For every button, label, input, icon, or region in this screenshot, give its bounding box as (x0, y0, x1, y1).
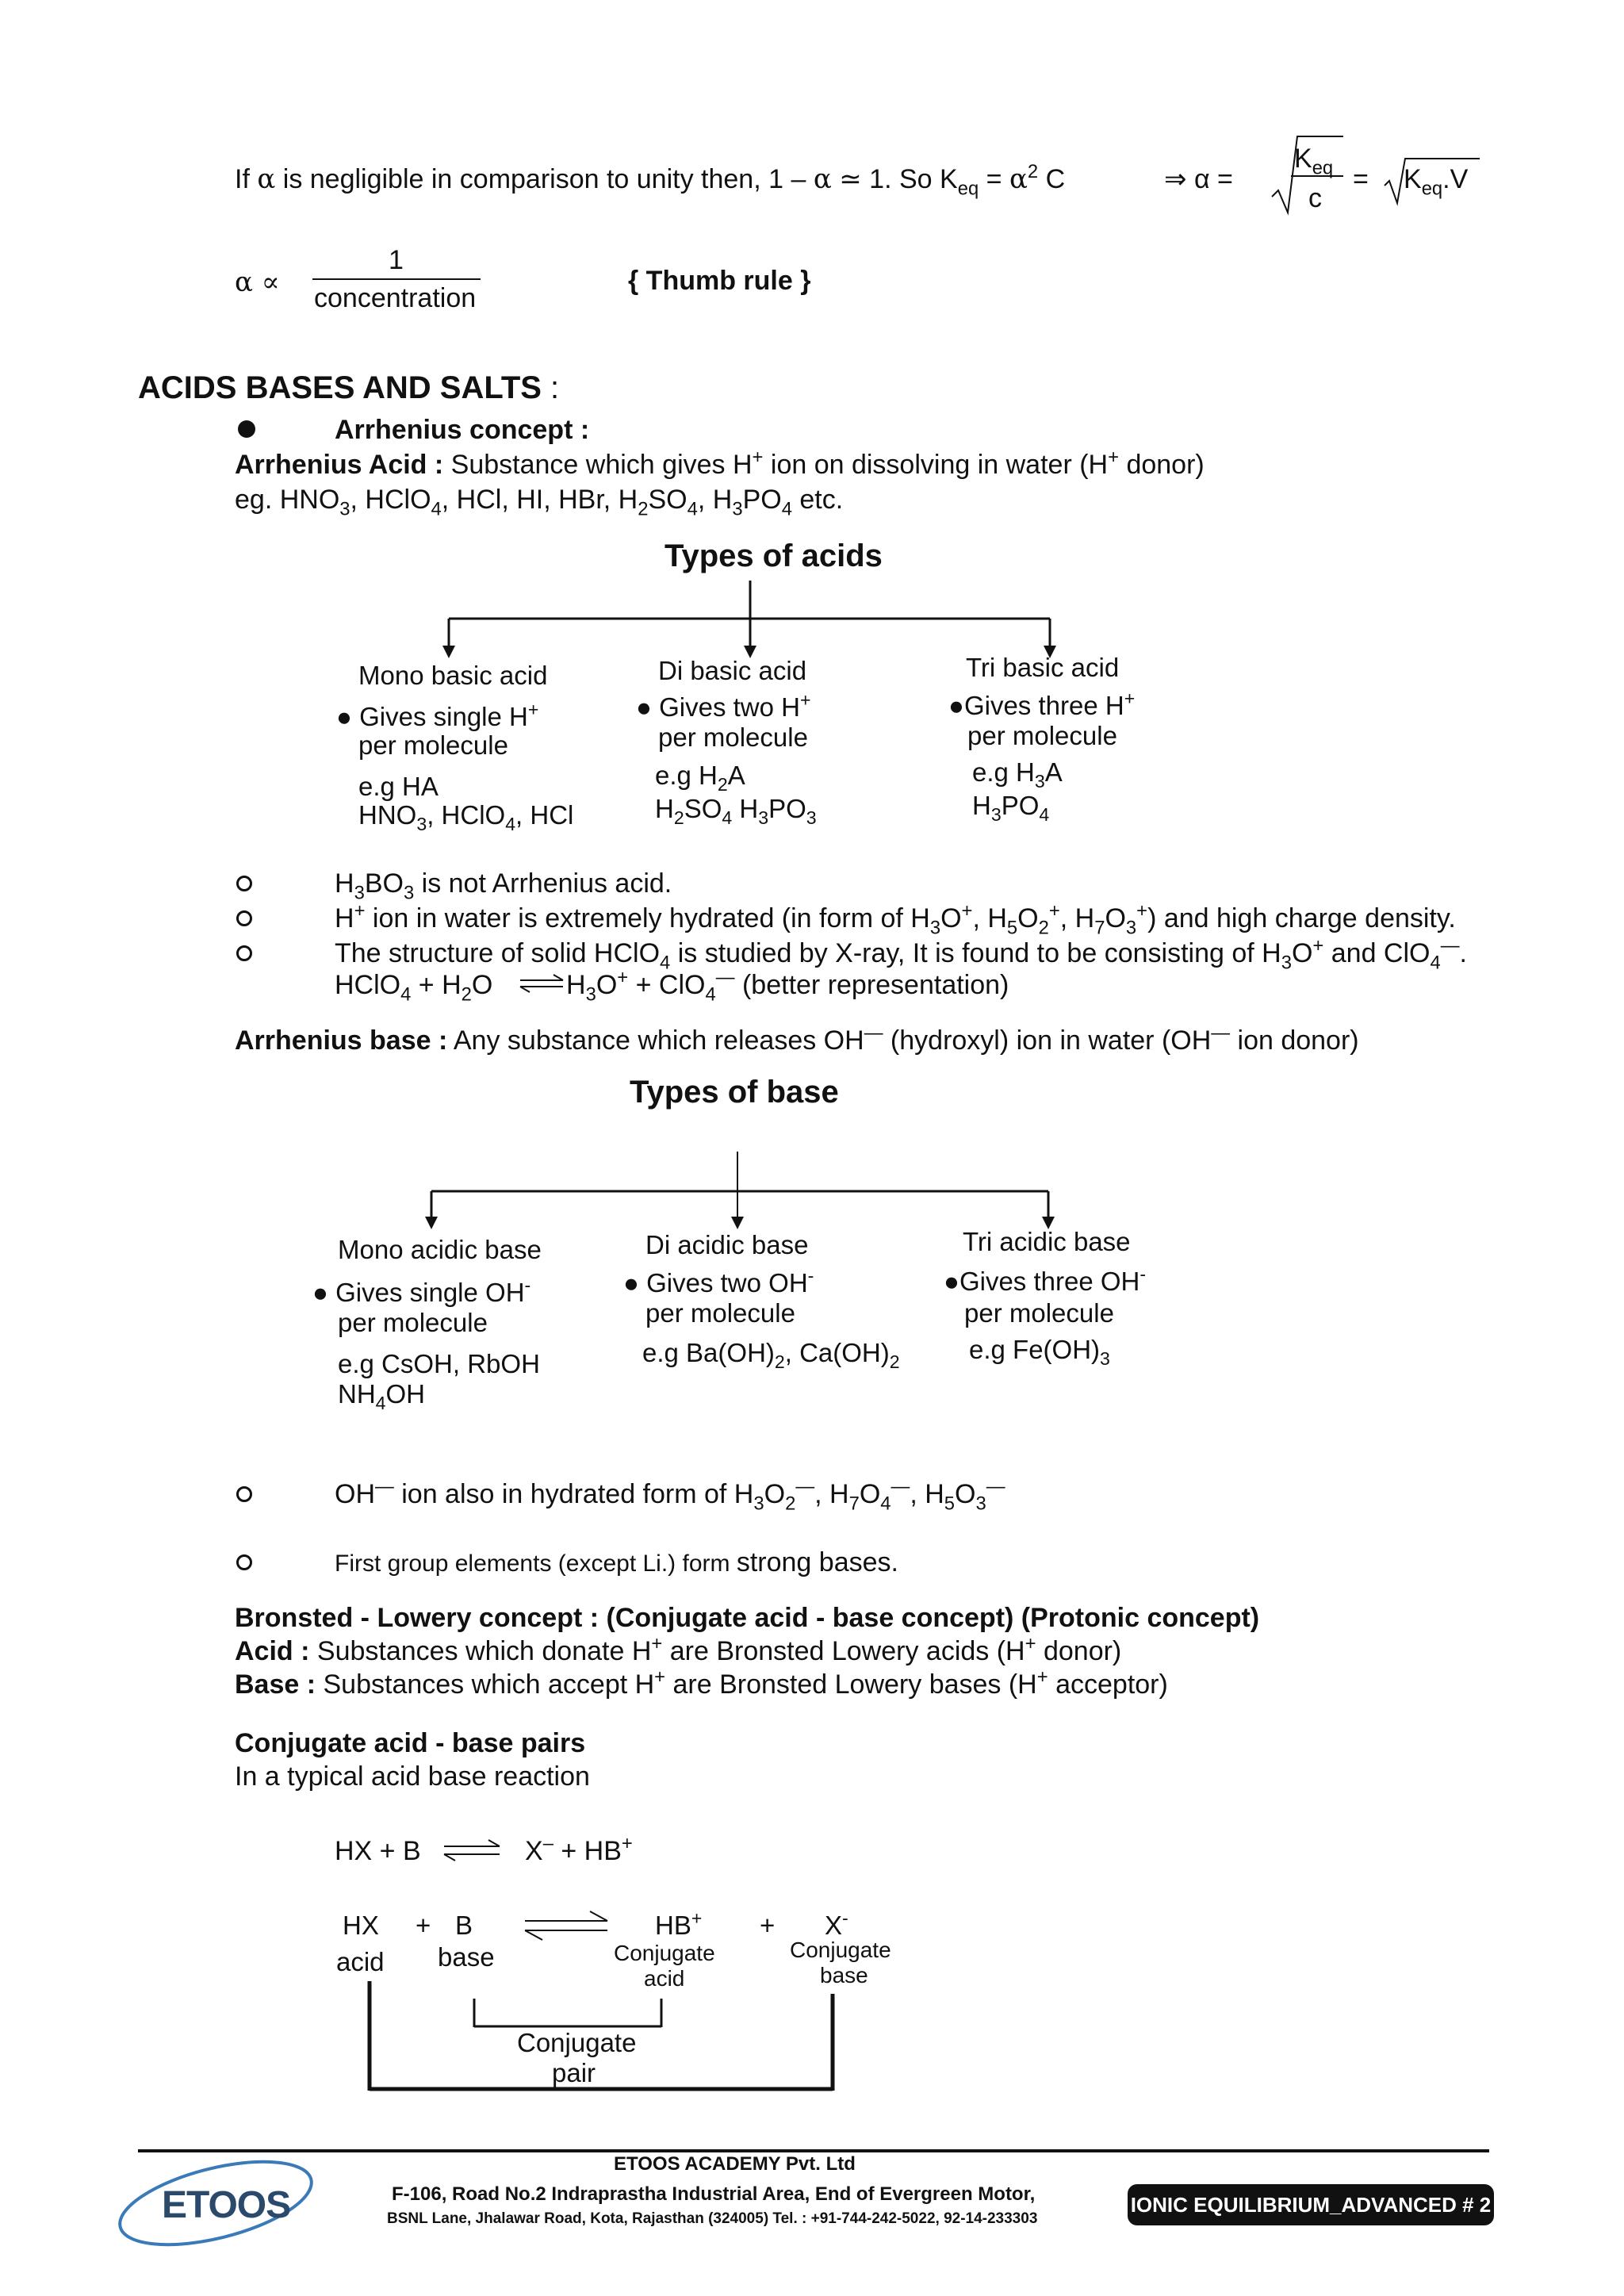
di-basic-acid-per: per molecule (658, 723, 808, 752)
chapter-badge: IONIC EQUILIBRIUM_ADVANCED # 2 (1128, 2184, 1494, 2225)
reaction-left: HX + B (335, 1836, 421, 1866)
pair-conj-acid-1: Conjugate (614, 1941, 715, 1965)
di-basic-acid-eg1: e.g $H_2A$ (655, 761, 745, 795)
conjugate-pair-label-2: pair (552, 2058, 596, 2087)
mono-basic-acid-gives: ● Gives single H+ (336, 699, 539, 731)
pair-conj-base-1: Conjugate (790, 1938, 891, 1962)
mono-acidic-base-title: Mono acidic base (338, 1235, 542, 1264)
pair-hx: HX (343, 1911, 379, 1940)
di-acidic-base-title: Di acidic base (645, 1230, 809, 1259)
mono-acidic-base-gives: ● Gives single OH- (312, 1274, 531, 1307)
hclo4-equation-right: $H_3O^+ + ClO_4^—$ (better representation) (566, 966, 1009, 1006)
note-hydrated-h: H+ ion in water is extremely hydrated (in form of $H_3O^+$, $H_5O_2^+$, $H_7O_3^+$) and high charge density. (335, 899, 1456, 939)
pair-conj-base-2: base (820, 1963, 868, 1987)
di-basic-acid-title: Di basic acid (658, 656, 807, 685)
pair-b: B (455, 1911, 473, 1940)
di-basic-acid-eg2: $H_2SO_4$ $H_3PO_3$ (655, 794, 817, 829)
pair-hb: HB+ (655, 1907, 703, 1940)
acids-diagram-title: Types of acids (665, 539, 883, 573)
etoos-logo: ETOOS (162, 2184, 291, 2226)
mono-basic-acid-eg1: e.g HA (358, 772, 439, 801)
di-acidic-base-gives: ● Gives two OH- (623, 1265, 814, 1297)
typical-reaction-text: In a typical acid base reaction (235, 1761, 590, 1792)
thumb-alpha: α ∝ (235, 266, 280, 298)
mono-acidic-base-eg1: e.g CsOH, RbOH (338, 1349, 540, 1378)
pair-plus-1: + (416, 1911, 431, 1940)
arrhenius-acid-def: Arrhenius Acid : Substance which gives H+ ion on dissolving in water (H+ donor) (235, 446, 1205, 480)
pair-base-label: base (438, 1942, 495, 1972)
tri-basic-acid-gives: ●Gives three H+ (948, 688, 1136, 720)
di-basic-acid-gives: ● Gives two H+ (636, 689, 811, 722)
implies-symbol: ⇒ α = (1164, 164, 1233, 194)
bronsted-title: Bronsted - Lowery concept : (Conjugate acid - base concept) (Protonic concept) (235, 1603, 1260, 1633)
thumb-denominator: concentration (314, 283, 477, 313)
pair-conj-acid-2: acid (644, 1966, 685, 1991)
mono-acidic-base-eg2: $NH_4OH$ (338, 1379, 426, 1414)
section-title: ACIDS BASES AND SALTS : (138, 370, 560, 405)
arrhenius-acid-examples: eg. $HNO_3$, HClO$_4$, HCl, HI, HBr, $H_2SO_4$, $H_3PO_4$ etc. (235, 485, 844, 520)
arrhenius-concept: Arrhenius concept : (335, 415, 590, 445)
tri-basic-acid-title: Tri basic acid (966, 653, 1120, 682)
mono-basic-acid-title: Mono basic acid (358, 661, 548, 690)
note-hydrated-oh: OH— ion also in hydrated form of $H_3O_2^—$, $H_7O_4^—$, $H_5O_3^—$ (335, 1475, 1005, 1515)
note-hclo4-structure: The structure of solid HClO$_4$ is studied by X-ray, It is found to be consisting of $H_3O^+$ and ClO$_4$—. (335, 934, 1467, 974)
tri-acidic-base-per: per molecule (964, 1298, 1114, 1328)
sqrt-numerator: $K_{eq}$ (1294, 144, 1334, 179)
sqrt-denominator: c (1308, 183, 1322, 213)
arrhenius-base-def: Arrhenius base : Any substance which releases OH— (hydroxyl) ion in water (OH— ion donor) (235, 1022, 1359, 1056)
tri-acidic-base-gives: ●Gives three OH- (944, 1263, 1147, 1296)
thumb-rule: { Thumb rule } (628, 266, 811, 296)
bronsted-base: Base : Substances which accept H+ are Bronsted Lowery bases (H+ acceptor) (235, 1665, 1168, 1700)
pair-acid-label: acid (336, 1947, 385, 1976)
sqrt-second: $K_{eq}.V$ (1404, 164, 1469, 200)
mono-basic-acid-eg2: $HNO_3$, HClO$_4$, HCl (358, 800, 574, 835)
tri-basic-acid-per: per molecule (967, 721, 1117, 750)
di-acidic-base-eg1: e.g $Ba(OH)_2$, $Ca(OH)_2$ (642, 1338, 900, 1373)
conjugate-pair-label-1: Conjugate (517, 2028, 637, 2057)
base-diagram-title: Types of base (630, 1075, 839, 1110)
footer-academy: ETOOS ACADEMY Pvt. Ltd (614, 2153, 856, 2175)
tri-basic-acid-eg1: e.g $H_3A$ (972, 757, 1063, 792)
reaction-right: X– + HB+ (525, 1832, 633, 1866)
tri-acidic-base-title: Tri acidic base (963, 1227, 1131, 1256)
footer-address-1: F-106, Road No.2 Indraprastha Industrial Area, End of Evergreen Motor, (392, 2183, 1036, 2205)
mono-basic-acid-per: per molecule (358, 730, 508, 760)
footer-address-2: BSNL Lane, Jhalawar Road, Kota, Rajasthan (324005) Tel. : +91-744-242-5022, 92-14-233303 (387, 2210, 1038, 2227)
equals-sign: = (1353, 164, 1369, 194)
note-boric-acid: $H_3BO_3$ is not Arrhenius acid. (335, 868, 672, 904)
hclo4-equation-left: HClO$_4$ + $H_2O$ (335, 970, 493, 1006)
bronsted-acid: Acid : Substances which donate H+ are Bronsted Lowery acids (H+ donor) (235, 1632, 1122, 1666)
conjugate-pairs-title: Conjugate acid - base pairs (235, 1728, 586, 1758)
thumb-numerator: 1 (389, 245, 404, 275)
tri-basic-acid-eg2: $H_3PO_4$ (972, 791, 1050, 826)
formula-line: If α is negligible in comparison to unity then, 1 – α ≃ 1. So $K_{eq} = \alpha^2$ C (235, 160, 1066, 200)
pair-plus-2: + (760, 1911, 776, 1940)
pair-x: X- (825, 1907, 848, 1940)
tri-acidic-base-eg1: e.g $Fe(OH)_3$ (969, 1335, 1110, 1370)
di-acidic-base-per: per molecule (645, 1298, 795, 1328)
note-first-group: First group elements (except Li.) form strong bases. (335, 1547, 898, 1577)
mono-acidic-base-per: per molecule (338, 1308, 488, 1337)
